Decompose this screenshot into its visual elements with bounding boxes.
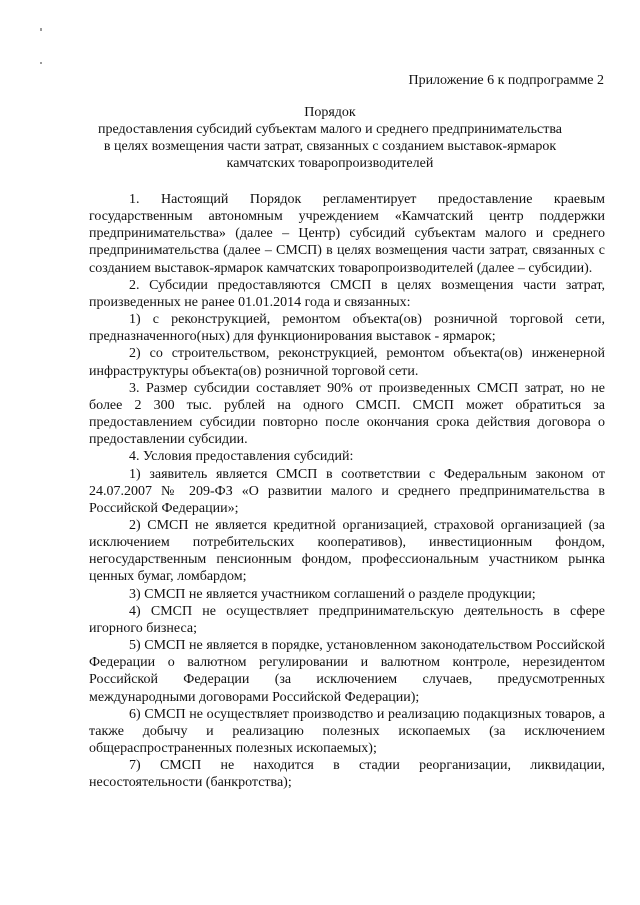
- scan-speck: [40, 28, 42, 31]
- paragraph: 3. Размер субсидии составляет 90% от произведенных СМСП затрат, но не более 2 300 тыс. рублей на одного СМСП. СМСП может обратиться за предоставлением субсидии повторно после окончания срока действия договора о предоставлении субсидии.: [89, 380, 605, 448]
- appendix-label: Приложение 6 к подпрограмме 2: [408, 73, 604, 88]
- title-line-1: предоставления субсидий субъектам малого и среднего предпринимательства: [98, 122, 562, 137]
- paragraph: 6) СМСП не осуществляет производство и реализацию подакцизных товаров, а также добычу и реализацию полезных ископаемых (за исключением общераспространенных полезных ископаемых);: [89, 706, 605, 756]
- paragraph: 7) СМСП не находится в стадии реорганизации, ликвидации, несостоятельности (банкротства);: [89, 758, 605, 791]
- title-line-3: камчатских товаропроизводителей: [226, 156, 434, 171]
- title-heading: Порядок: [304, 105, 356, 120]
- paragraph: 4. Условия предоставления субсидий:: [129, 449, 354, 465]
- paragraph: 1. Настоящий Порядок регламентирует предоставление краевым государственным автономным учреждением «Камчатский центр поддержки предпринимательства» (далее – Центр) субсидий субъектам малого и среднего предпринимательства (далее – СМСП) в целях возмещения части затрат, связанных с созданием выставок-ярмарок камчатских товаропроизводителей (далее – субсидии).: [89, 192, 605, 276]
- paragraph: 1) с реконструкцией, ремонтом объекта(ов) розничной торговой сети, предназначенного(ных) для функционирования выставок - ярмарок;: [89, 312, 605, 345]
- document-title: [60, 104, 600, 172]
- paragraph: 2) СМСП не является кредитной организацией, страховой организацией (за исключением потребительских кооперативов), инвестиционным фондом, негосударственным пенсионным фондом, профессиональным участником рынка ценных бумаг, ломбардом;: [89, 517, 605, 585]
- paragraph: 2. Субсидии предоставляются СМСП в целях возмещения части затрат, произведенных не ранее 01.01.2014 года и связанных:: [89, 277, 605, 310]
- title-line-2: в целях возмещения части затрат, связанных с созданием выставок-ярмарок: [103, 139, 557, 154]
- document-body: [89, 191, 605, 791]
- paragraph: 4) СМСП не осуществляет предпринимательскую деятельность в сфере игорного бизнеса;: [89, 603, 605, 636]
- paragraph: 2) со строительством, реконструкцией, ремонтом объекта(ов) инженерной инфраструктуры объекта(ов) розничной торговой сети.: [89, 346, 605, 379]
- paragraph: 1) заявитель является СМСП в соответствии с Федеральным законом от 24.07.2007 № 209-ФЗ «О развитии малого и среднего предпринимательства в Российской Федерации»;: [89, 466, 605, 516]
- paragraph: 3) СМСП не является участником соглашений о разделе продукции;: [129, 586, 536, 602]
- scan-speck: [40, 62, 42, 64]
- paragraph: 5) СМСП не является в порядке, установленном законодательством Российской Федерации о валютном регулировании и валютном контроле, нерезидентом Российской Федерации (за исключением случаев, предусмотренных международными договорами Российской Федерации);: [89, 638, 605, 705]
